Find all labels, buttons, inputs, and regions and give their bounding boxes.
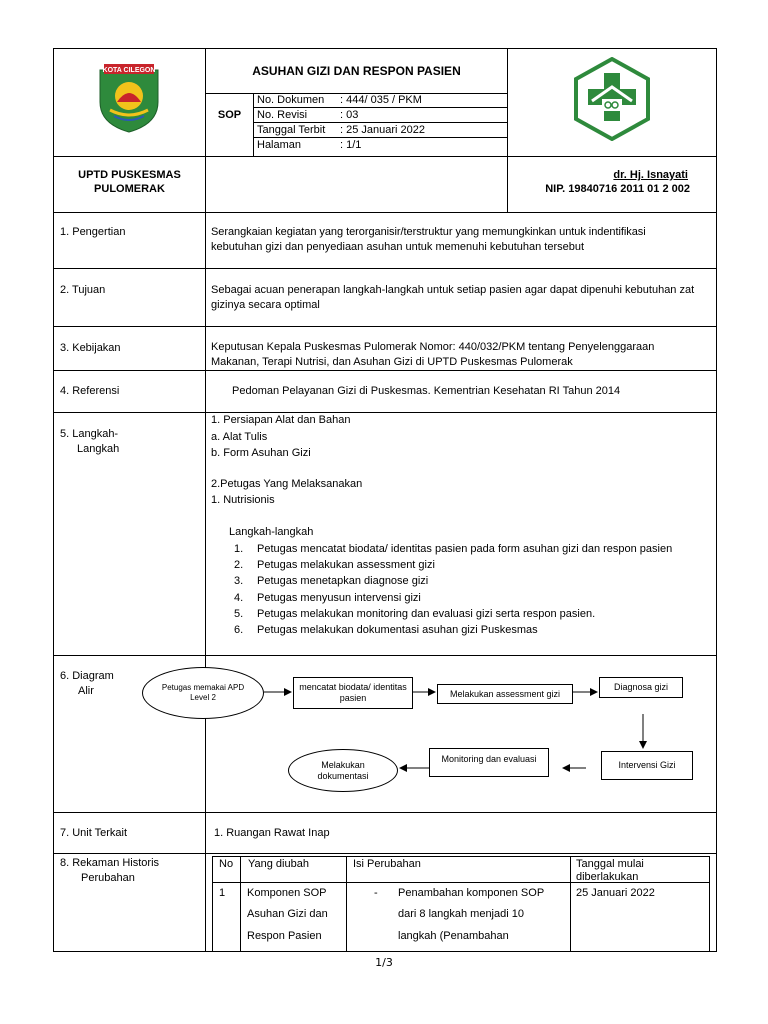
step-number: 2. xyxy=(234,559,244,571)
pengertian-text-line1: Serangkaian kegiatan yang terorganisir/terstruktur yang memungkinkan untuk indentifikasi xyxy=(211,226,646,238)
revision-cell-content: dari 8 langkah menjadi 10 xyxy=(398,908,524,920)
step-number: 6. xyxy=(234,624,244,636)
kebijakan-text-line1: Keputusan Kepala Puskesmas Pulomerak Nomor: 440/032/PKM tentang Penyelenggaraan xyxy=(211,341,655,353)
cilegon-logo xyxy=(90,62,168,134)
flow-node-diagnosa: Diagnosa gizi xyxy=(599,677,683,698)
revision-cell-no: 1 xyxy=(219,887,226,899)
sop-title: ASUHAN GIZI DAN RESPON PASIEN xyxy=(252,64,461,78)
prep-item: b. Form Asuhan Gizi xyxy=(211,447,311,459)
revision-header-no: No xyxy=(219,858,234,870)
step-text: Petugas mencatat biodata/ identitas pasien pada form asuhan gizi dan respon pasien xyxy=(257,543,673,555)
flow-node-start: Petugas memakai APD Level 2 xyxy=(142,667,264,719)
revision-cell-changed: Respon Pasien xyxy=(247,930,322,942)
prep-title: 1. Persiapan Alat dan Bahan xyxy=(211,414,351,426)
revision-header-date: Tanggal mulai diberlakukan xyxy=(576,858,644,883)
step-text: Petugas melakukan monitoring dan evaluasi gizi serta respon pasien. xyxy=(257,608,596,620)
revision-cell-date: 25 Januari 2022 xyxy=(576,887,655,899)
prep-item: a. Alat Tulis xyxy=(211,431,268,443)
revision-header-content: Isi Perubahan xyxy=(353,858,421,870)
kebijakan-text-line2: Makanan, Terapi Nutrisi, dan Asuhan Gizi di UPTD Puskesmas Pulomerak xyxy=(211,356,573,368)
doc-field-label: No. Revisi xyxy=(257,109,308,121)
staff-item: 1. Nutrisionis xyxy=(211,494,275,506)
doc-field-value: : 25 Januari 2022 xyxy=(340,124,426,136)
revision-cell-content: Penambahan komponen SOP xyxy=(398,887,545,899)
step-text: Petugas menetapkan diagnose gizi xyxy=(257,575,429,587)
section-label-unit: 7. Unit Terkait xyxy=(60,827,128,839)
section-label-diagram-2: Alir xyxy=(78,685,94,697)
tujuan-text-line1: Sebagai acuan penerapan langkah-langkah untuk setiap pasien agar dapat dipenuhi kebutuhan zat xyxy=(211,284,695,296)
steps-title: Langkah-langkah xyxy=(229,526,314,538)
logo-text: KOTA CILEGON xyxy=(102,67,156,74)
step-number: 1. xyxy=(234,543,244,555)
revision-cell-content: langkah (Penambahan xyxy=(398,930,509,942)
tujuan-text-line2: gizinya secara optimal xyxy=(211,299,320,311)
step-number: 5. xyxy=(234,608,244,620)
doc-field-value: : 03 xyxy=(340,109,359,121)
revision-cell-changed: Komponen SOP xyxy=(247,887,327,899)
section-label-diagram-1: 6. Diagram xyxy=(60,670,114,682)
doc-field-value: : 444/ 035 / PKM xyxy=(340,94,422,106)
step-text: Petugas melakukan assessment gizi xyxy=(257,559,435,571)
section-label-referensi: 4. Referensi xyxy=(60,385,120,397)
doc-field-label: Halaman xyxy=(257,139,302,151)
signer-name: dr. Hj. Isnayati xyxy=(613,169,688,181)
flow-node-monitoring: Monitoring dan evaluasi xyxy=(429,748,549,777)
step-text: Petugas melakukan dokumentasi asuhan gizi Puskesmas xyxy=(257,624,538,636)
section-label-pengertian: 1. Pengertian xyxy=(60,226,126,238)
org-name-line1: UPTD PUSKESMAS xyxy=(78,169,181,181)
sop-label: SOP xyxy=(217,109,242,121)
section-label-rekaman-2: Perubahan xyxy=(81,872,135,884)
section-label-rekaman-1: 8. Rekaman Historis xyxy=(60,857,160,869)
doc-field-label: No. Dokumen xyxy=(257,94,325,106)
step-number: 3. xyxy=(234,575,244,587)
puskesmas-logo xyxy=(570,57,654,141)
org-name-line2: PULOMERAK xyxy=(94,183,165,195)
section-label-kebijakan: 3. Kebijakan xyxy=(60,342,121,354)
revision-cell-bullet: - xyxy=(374,887,378,899)
flow-node-dokumentasi: Melakukan dokumentasi xyxy=(288,749,398,792)
doc-field-value: : 1/1 xyxy=(340,139,362,151)
flow-node-biodata: mencatat biodata/ identitas pasien xyxy=(293,677,413,709)
referensi-text: Pedoman Pelayanan Gizi di Puskesmas. Kementrian Kesehatan RI Tahun 2014 xyxy=(232,385,621,397)
section-label-langkah-2: Langkah xyxy=(77,443,120,455)
flow-node-assessment: Melakukan assessment gizi xyxy=(437,684,573,704)
doc-field-label: Tanggal Terbit xyxy=(257,124,326,136)
step-text: Petugas menyusun intervensi gizi xyxy=(257,592,421,604)
step-number: 4. xyxy=(234,592,244,604)
revision-cell-changed: Asuhan Gizi dan xyxy=(247,908,328,920)
flow-node-intervensi: Intervensi Gizi xyxy=(601,751,693,780)
staff-title: 2.Petugas Yang Melaksanakan xyxy=(211,478,363,490)
pengertian-text-line2: kebutuhan gizi dan penyediaan asuhan untuk memenuhi kebutuhan tersebut xyxy=(211,241,585,253)
unit-text: 1. Ruangan Rawat Inap xyxy=(214,827,330,839)
section-label-tujuan: 2. Tujuan xyxy=(60,284,106,296)
revision-header-changed: Yang diubah xyxy=(248,858,309,870)
page-number: 1/3 xyxy=(375,956,393,969)
section-label-langkah-1: 5. Langkah- xyxy=(60,428,119,440)
signer-nip: NIP. 19840716 2011 01 2 002 xyxy=(545,183,690,195)
